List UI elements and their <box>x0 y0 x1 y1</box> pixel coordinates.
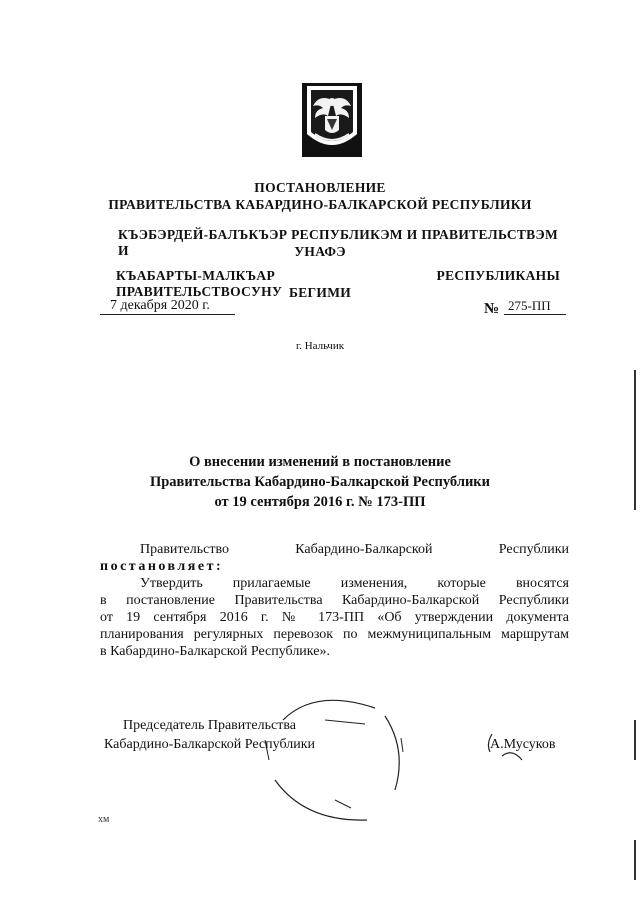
decree-title <box>0 452 640 512</box>
title-line-1: О внесении изменений в постановление <box>189 454 451 470</box>
footer-mark: хм <box>98 814 110 825</box>
body-line-7: в Кабардино-Балкарской Республике». <box>100 644 330 659</box>
decree-date: 7 декабря 2020 г. <box>100 298 235 315</box>
signatory-name: А.Мусуков <box>490 737 556 752</box>
title-line-2: Правительства Кабардино-Балкарской Республики <box>149 474 491 490</box>
signature-icon <box>482 730 542 770</box>
stamp-outline-icon <box>255 690 415 830</box>
scan-edge-line <box>634 840 636 880</box>
body-line-1: Правительство Кабардино-Балкарской Республики <box>140 542 569 557</box>
government-name-kabardian-1: КЪЭБЭРДЕЙ-БАЛЪКЪЭР РЕСПУБЛИКЭМ И ПРАВИТЕЛЬСТВЭМ И <box>118 227 558 258</box>
government-name-kabardian-2: УНАФЭ <box>294 244 346 259</box>
doc-type-heading: ПОСТАНОВЛЕНИЕ <box>254 180 386 195</box>
signatory-title-2: Кабардино-Балкарской Республики <box>104 737 315 752</box>
title-line-3: от 19 сентября 2016 г. № 173-ПП <box>214 494 426 510</box>
coat-of-arms-icon <box>301 82 363 158</box>
body-line-3: Утвердить прилагаемые изменения, которые вносятся <box>140 576 569 591</box>
government-name-ru: ПРАВИТЕЛЬСТВА КАБАРДИНО-БАЛКАРСКОЙ РЕСПУБЛИКИ <box>108 197 532 212</box>
scan-edge-line <box>634 720 636 760</box>
body-line-5: от 19 сентября 2016 г. № 173-ПП «Об утверждении документа <box>100 610 569 625</box>
body-line-4: в постановление Правительства Кабардино-Балкарской Республики <box>100 593 569 608</box>
scan-edge-line <box>634 370 636 510</box>
signatory-title-1: Председатель Правительства <box>123 718 296 733</box>
city: г. Нальчик <box>295 340 345 352</box>
decree-number: 275-ПП <box>504 298 566 315</box>
government-name-balkar-1: КЪАБАРТЫ-МАЛКЪАР РЕСПУБЛИКАНЫ ПРАВИТЕЛЬСТВОСУНУ <box>116 268 560 299</box>
number-sign: № <box>484 301 500 317</box>
body-line-6: планирования регулярных перевозок по межмуниципальным маршрутам <box>100 627 569 642</box>
body-line-2: постановляет: <box>100 559 224 574</box>
government-name-balkar-2: БЕГИМИ <box>288 285 352 300</box>
